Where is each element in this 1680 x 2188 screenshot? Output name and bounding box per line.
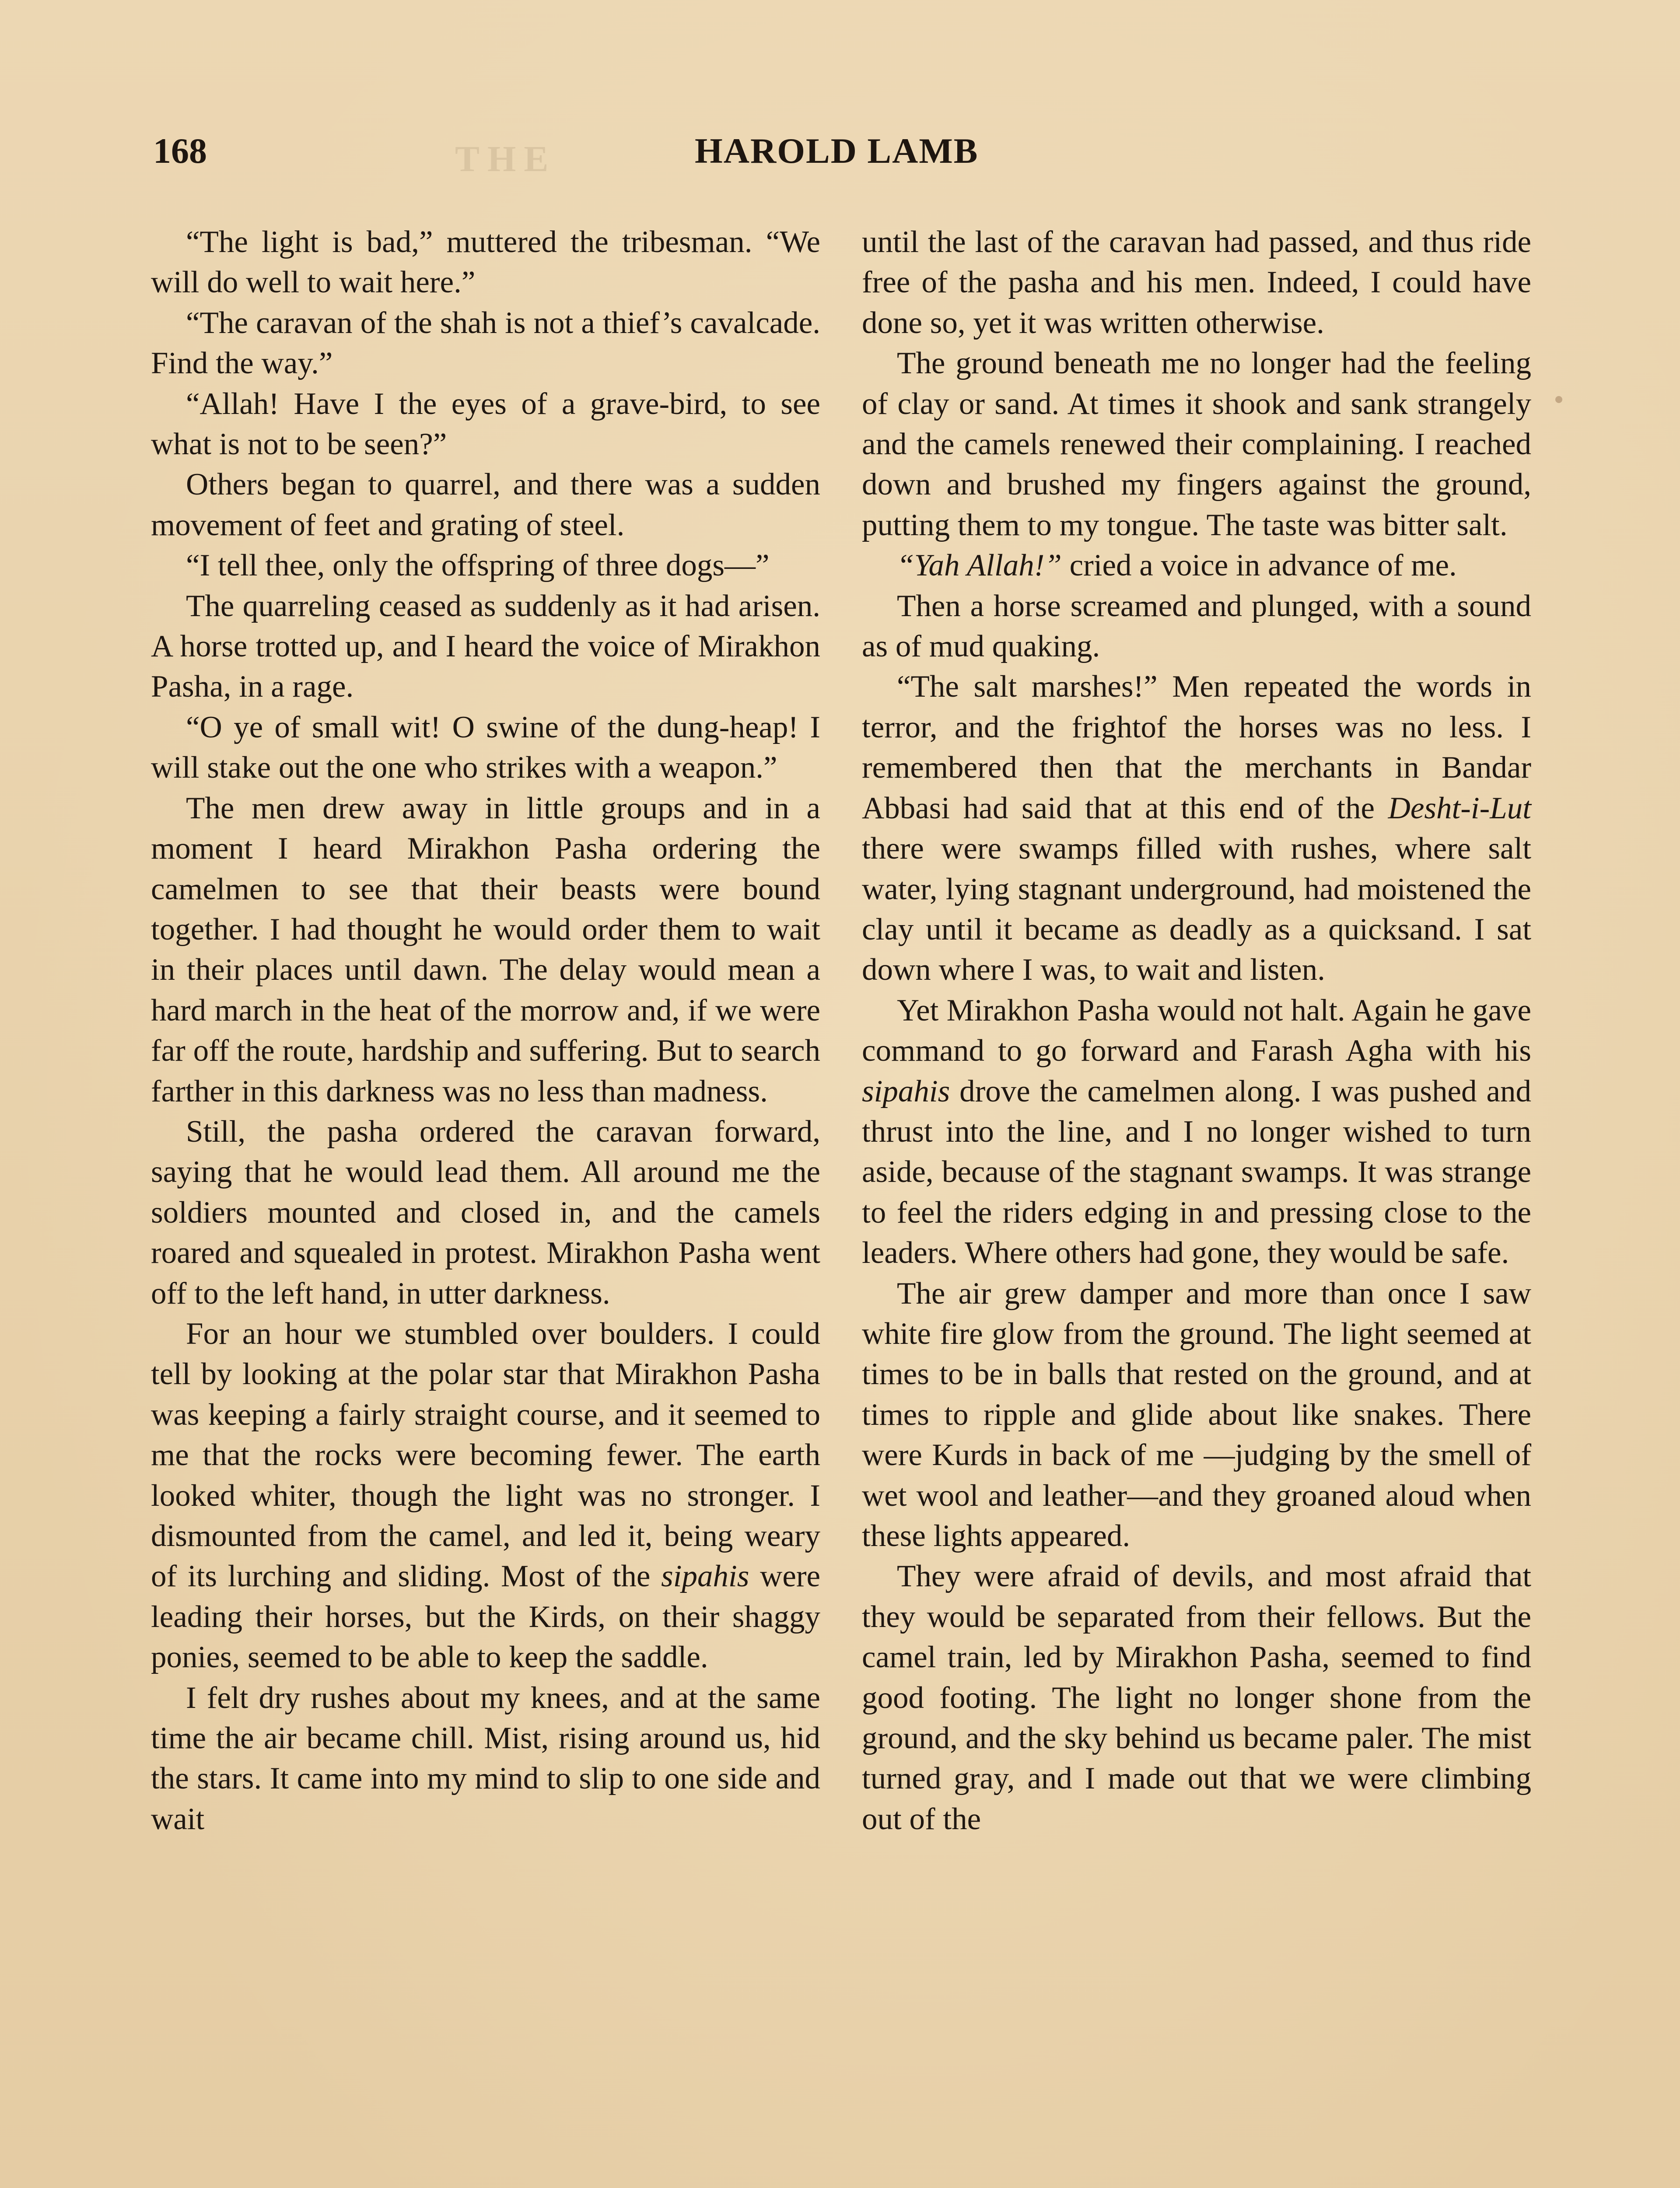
paragraph: They were afraid of devils, and most afraid that they would be separated from their fellows. But the camel train, led by Mirakhon Pasha, seemed to find good footing. The light no longer shone from the ground, and the sky behind us became paler. The mist turned gray, and I made out that we were climbing out of the	[862, 1559, 1531, 1836]
paragraph-text: Yet Mirakhon Pasha would not halt. Again he gave command to go forward and Farash Agha with his	[862, 993, 1531, 1068]
paragraph: The ground beneath me no longer had the feeling of clay or sand. At times it shook and sank strangely and the camels renewed their complaining. I reached down and brushed my fingers against the ground, putting them to my tongue. The taste was bitter salt.	[862, 346, 1531, 542]
paragraph: Then a horse screamed and plunged, with a sound as of mud quaking.	[862, 589, 1531, 664]
paragraph-continued: until the last of the caravan had passed, and thus ride free of the pasha and his men. Indeed, I could have done so, yet it was written otherwise.	[862, 225, 1531, 340]
paragraph: Still, the pasha ordered the caravan forward, saying that he would lead them. All around me the soldiers mounted and closed in, and the camels roared and squealed in protest. Mirakhon Pasha went off to the left hand, in utter darkness.	[151, 1114, 820, 1311]
paragraph: The quarreling ceased as suddenly as it had arisen. A horse trotted up, and I heard the voice of Mirakhon Pasha, in a rage.	[151, 589, 820, 704]
italic-place-name: Desht-i-Lut	[1388, 791, 1531, 825]
paragraph-text: drove the camelmen along. I was pushed and thrust into the line, and I no longer wished to turn aside, because of the stagnant swamps. It was strange to feel the riders edging in and pressing close to the leaders. Where others had gone, they would be safe.	[862, 1074, 1531, 1270]
paragraph	[862, 666, 1531, 990]
paragraph-text: were leading their horses, but the Kirds, on their shaggy ponies, seemed to be able to keep the saddle.	[151, 1559, 821, 1675]
paragraph-text: For an hour we stumbled over boulders. I could tell by looking at the polar star that Mirakhon Pasha was keeping a fairly straight course, and it seemed to me that the rocks were becoming fewer. The earth looked whiter, though the light was no stronger. I dismounted from the camel, and led it, being weary of its lurching and sliding. Most of the	[151, 1316, 820, 1594]
paragraph	[862, 545, 1531, 586]
paragraph: The air grew damper and more than once I saw white fire glow from the ground. The light seemed at times to be in balls that rested on the ground, and at times to ripple and glide about like snakes. There were Kurds in back of me —judging by the smell of wet wool and leather—and they groaned aloud when these lights appeared.	[862, 1276, 1531, 1553]
italic-term: sipahis	[862, 1074, 950, 1108]
paragraph: “I tell thee, only the offspring of three dogs—”	[186, 548, 770, 583]
paragraph: “The caravan of the shah is not a thief’s cavalcade. Find the way.”	[151, 305, 820, 381]
paragraph-text: “The salt marshes!” Men repeated the words in terror, and the frightof the horses was no less. I remembered then that the merchants in Bandar Abbasi had said that at this end of the	[862, 670, 1531, 825]
left-column	[151, 222, 820, 1839]
page-number: 168	[153, 131, 207, 171]
bleed-through-text: THE	[455, 139, 556, 179]
paragraph-text: there were swamps filled with rushes, where salt water, lying stagnant underground, had moistened the clay until it became as deadly as a quicksand. I sat down where I was, to wait and listen.	[862, 831, 1531, 987]
running-head: HAROLD LAMB	[695, 131, 979, 171]
paragraph: The men drew away in little groups and in a moment I heard Mirakhon Pasha ordering the camelmen to see that their beasts were bound together. I had thought he would order them to wait in their places until dawn. The delay would mean a hard march in the heat of the morrow and, if we were far off the route, hardship and suffering. But to search farther in this darkness was no less than madness.	[151, 791, 820, 1108]
italic-exclamation: “Yah Allah!”	[897, 548, 1062, 583]
paper-speck	[1555, 396, 1562, 403]
paragraph: “O ye of small wit! O swine of the dung-heap! I will stake out the one who strikes with a weapon.”	[151, 710, 820, 785]
paragraph: Others began to quarrel, and there was a sudden movement of feet and grating of steel.	[151, 467, 820, 542]
paragraph	[151, 1314, 820, 1678]
page-header	[153, 130, 1540, 183]
italic-term: sipahis	[661, 1559, 749, 1594]
paragraph: I felt dry rushes about my knees, and at the same time the air became chill. Mist, rising around us, hid the stars. It came into my mind to slip to one side and wait	[151, 1680, 820, 1836]
paragraph: “Allah! Have I the eyes of a grave-bird, to see what is not to be seen?”	[151, 386, 820, 462]
paragraph-text: cried a voice in advance of me.	[1069, 548, 1457, 583]
paragraph: “The light is bad,” muttered the tribesman. “We will do well to wait here.”	[151, 225, 820, 300]
paragraph	[862, 990, 1531, 1273]
right-column	[862, 222, 1531, 1839]
